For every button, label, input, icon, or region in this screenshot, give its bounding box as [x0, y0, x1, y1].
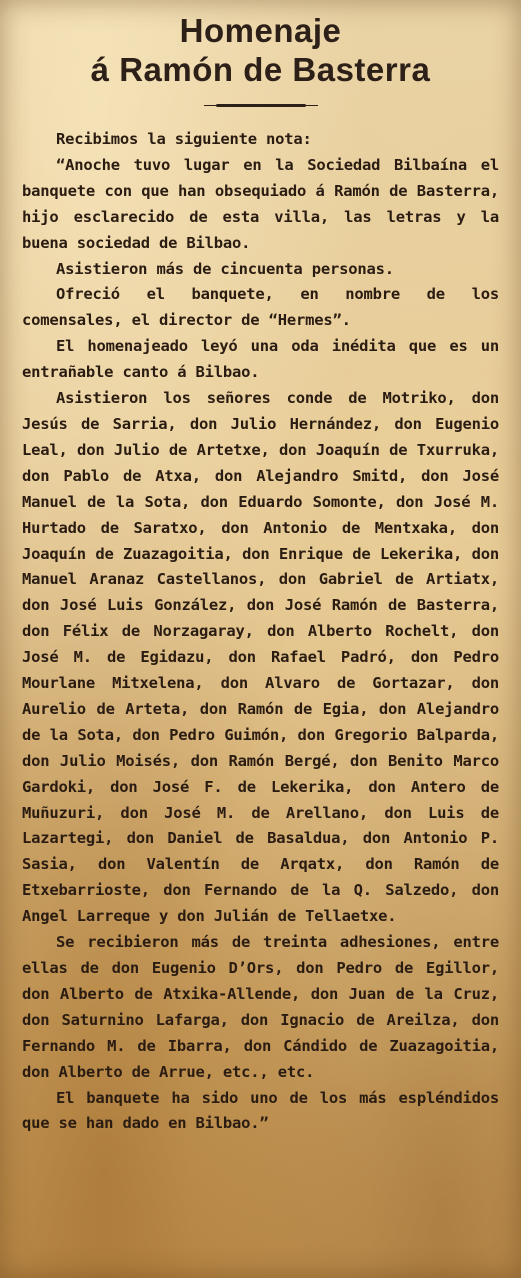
paragraph-banquet: “Anoche tuvo lugar en la Sociedad Bilbaína el banquete con que han obsequiado á Ramón de Basterra, hijo esclarecido de esta villa, las letras y la buena sociedad de Bilbao.: [22, 155, 499, 252]
headline-line-1: Homenaje: [179, 12, 342, 49]
headline-divider: [216, 104, 306, 107]
article-body: [22, 127, 499, 1137]
article-headline: [22, 12, 499, 90]
paragraph-attendees: Asistieron los señores conde de Motriko, don Jesús de Sarria, don Julio Hernández, don Eugenio Leal, don Julio de Artetxe, don Joaquín de Txurruka, don Pablo de Atxa, don Alejandro Smitd, don José Manuel de la Sota, don Eduardo Somonte, don José M. Hurtado de Saratxo, don Antonio de Mentxaka, don Joaquín de Zuazagoitia, don Enrique de Lekerika, don Manuel Aranaz Castellanos, don Gabriel de Artiatx, don José Luis González, don José Ramón de Basterra, don Félix de Norzagaray, don Alberto Rochelt, don José M. de Egidazu, don Rafael Padró, don Pedro Mourlane Mitxelena, don Alvaro de Gortazar, don Aurelio de Arteta, don Ramón de Egia, don Alejandro de la Sota, don Pedro Guimón, don Gregorio Balparda, don Julio Moisés, don Ramón Bergé, don Benito Marco Gardoki, don José F. de Lekerika, don Antero de Muñuzuri, don José M. de Arellano, don Luis de Lazartegi, don Daniel de Basaldua, don Antonio P. Sasia, don Valentín de Arqatx, don Ramón de Etxebarrioste, don Fernando de la Q. Salzedo, don Angel Larreque y don Julián de Tellaetxe.: [22, 389, 499, 926]
paragraph-intro: Recibimos la siguiente nota:: [56, 130, 312, 148]
paragraph-offer: Ofreció el banquete, en nombre de los comensales, el director de “Hermes”.: [22, 285, 499, 330]
paragraph-adhesions: Se recibieron más de treinta adhesiones, entre ellas de don Eugenio D’Ors, don Pedro de Egillor, don Alberto de Atxika-Allende, don Juan de la Cruz, don Saturnino Lafarga, don Ignacio de Areilza, don Fernando M. de Ibarra, don Cándido de Zuazagoitia, don Alberto de Arrue, etc., etc.: [22, 933, 499, 1081]
paragraph-ode: El homenajeado leyó una oda inédita que es un entrañable canto á Bilbao.: [22, 337, 499, 382]
paragraph-attendance: Asistieron más de cincuenta personas.: [56, 259, 394, 278]
headline-line-2: á Ramón de Basterra: [90, 51, 431, 88]
paragraph-closing: El banquete ha sido uno de los más espléndidos que se han dado en Bilbao.”: [22, 1088, 499, 1133]
